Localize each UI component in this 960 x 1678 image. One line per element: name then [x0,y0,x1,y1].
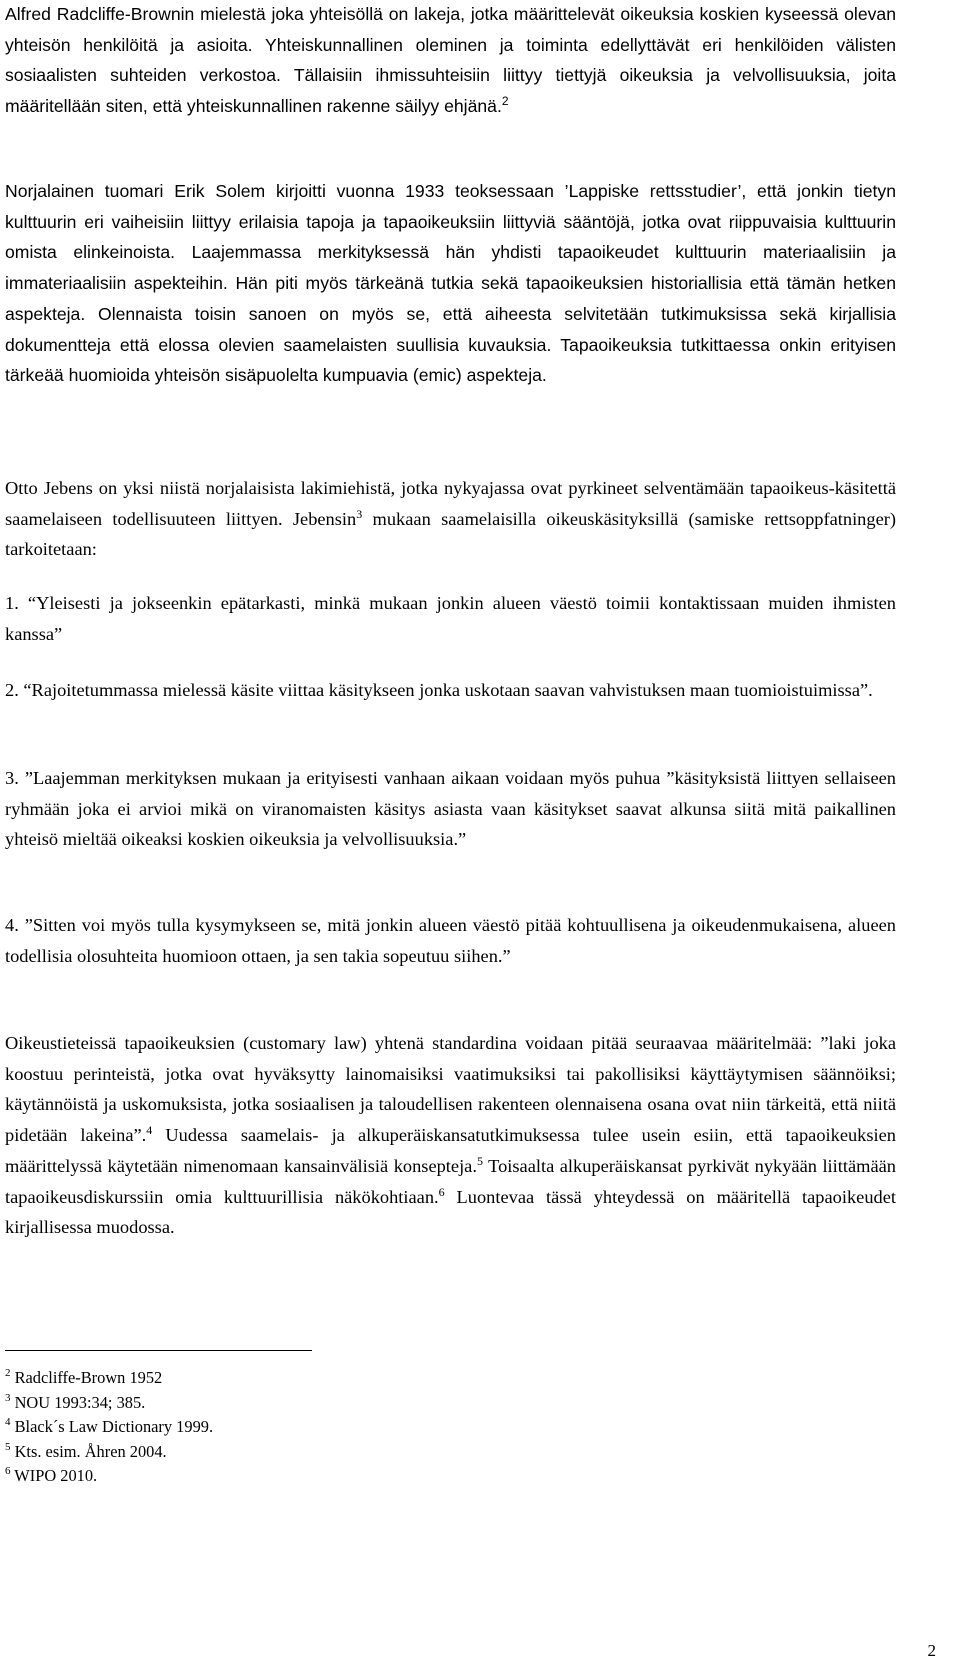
list-item-text: 1. “Yleisesti ja jokseenkin epätarkasti, minkä mukaan jonkin alueen väestö toimii kontaktissaan muiden ihmisten kanssa” [5,593,896,644]
list-item-4 [5,910,896,971]
footnote-text: Kts. esim. Åhren 2004. [10,1441,167,1461]
list-item-text: 3. ”Laajemman merkityksen mukaan ja erityisesti vanhaan aikaan voidaan myös puhua ”käsityksistä liittyen sellaiseen ryhmään joka ei arvioi mikä on viranomaisten käsitys asiasta vaan käsitykset saavat alkunsa siitä mitä paikallinen yhteisö mieltää oikeaksi koskien oikeuksia ja velvollisuuksia.” [5,768,896,850]
footnote-divider [5,1350,312,1351]
paragraph-jebens [5,473,896,565]
footnote [5,1391,505,1416]
footnote-ref: 5 [476,1153,483,1168]
footnote-mark: 3 [5,1391,11,1404]
list-item-text: 4. ”Sitten voi myös tulla kysymykseen se, mitä jonkin alueen väestö pitää kohtuullisena ja oikeudenmukaisena, alueen todellisia olosuhteita huomioon ottaen, ja sen takia sopeutuu siihen.” [5,915,896,966]
paragraph-text: Norjalainen tuomari Erik Solem kirjoitti vuonna 1933 teoksessaan ’Lappiske rettsstudier’, että jonkin tietyn kulttuurin eri vaiheisiin liittyy erilaisia tapoja ja tapaoikeuksiin liittyviä sääntöjä, jotka ovat riippuvaisia kulttuurin omista elinkeinoista. Laajemmassa merkityksessä hän yhdisti tapaoikeudet kulttuurin materiaalisiin ja immateriaalisiin aspekteihin. Hän piti myös tärkeänä tutkia sekä tapaoikeuksien historiallisia että tämän hetken aspekteja. Olennaista toisin sanoen on myös se, että aiheesta selvitetään tutkimuksissa sekä kirjallisia dokumentteja että elossa olevien saamelaisten suullisia kuvauksia. Tapaoikeuksia tutkittaessa onkin erityisen tärkeää huomioida yhteisön sisäpuolelta kumpuavia (emic) aspekteja. [5,181,896,386]
footnote [5,1366,505,1391]
paragraph-text: Alfred Radcliffe-Brownin mielestä joka yhteisöllä on lakeja, jotka määrittelevät oikeuksia koskien kyseessä olevan yhteisön henkilöitä ja asioita. Yhteiskunnallinen oleminen ja toiminta edellyttävät eri henkilöiden välisten sosiaalisten suhteiden verkostoa. Tällaisiin ihmissuhteisiin liittyy tiettyjä oikeuksia ja velvollisuuksia, joita määritellään siten, että yhteiskunnallinen rakenne säilyy ehjänä. [5,4,896,117]
footnote-text: WIPO 2010. [10,1466,98,1486]
paragraph-text: Oikeustieteissä tapaoikeuksien (customary law) yhtenä standardina voidaan pitää seuraavaa määritelmää: ”laki joka koostuu perinteistä, jotka ovat hyväksytty lainomaisiksi vaatimuksiksi tai pakollisiksi käyttäytymisen säännöiksi; käytännöistä ja uskomuksista, jotka sosiaalisen ja taloudellisen rakenteen olennaisena osana ovat niin tärkeitä, että niitä pidetään lakeina”. [5,1033,896,1146]
paragraph-text: mukaan saamelaisilla oikeuskäsityksillä (samiske rettsoppfatninger) tarkoitetaan: [5,508,896,560]
footnote-ref: 4 [146,1123,153,1138]
footnote-text: NOU 1993:34; 385. [10,1392,146,1412]
list-item-text: 2. “Rajoitetummassa mielessä käsite viittaa käsitykseen jonka uskotaan saavan vahvistuksen maan tuomioistuimissa”. [5,680,873,700]
footnote-text: Black´s Law Dictionary 1999. [10,1417,214,1437]
paragraph-solem [5,176,896,391]
footnote-ref: 6 [438,1184,445,1199]
footnote-ref: 3 [356,506,363,521]
paragraph-customary-law [5,1028,896,1243]
paragraph-radcliffe-brown [5,0,896,122]
paragraph-text: Uudessa saamelais- ja alkuperäiskansatutkimuksessa tulee usein esiin, että tapaoikeuksien määrittelyssä käytetään nimenomaan kansainvälisiä konsepteja. [5,1125,896,1176]
paragraph-text: Toisaalta alkuperäiskansat pyrkivät nykyään liittämään tapaoikeusdiskurssiin omia kulttuurillisia näkökohtiaan. [5,1155,896,1207]
footnote [5,1415,505,1440]
footnote-mark: 6 [5,1465,11,1478]
footnote [5,1464,505,1489]
list-item-2 [5,675,896,706]
footnote [5,1440,505,1465]
footnote-text: Radcliffe-Brown 1952 [10,1368,163,1387]
paragraph-text: Otto Jebens on yksi niistä norjalaisista lakimiehistä, jotka nykyajassa ovat pyrkineet selventämään tapaoikeus-käsitettä saamelaiseen todellisuuteen liittyen. Jebensin [5,478,896,529]
footnote-mark: 5 [5,1440,11,1453]
paragraph-text: Luontevaa tässä yhteydessä on määritellä tapaoikeudet kirjallisessa muodossa. [5,1186,896,1238]
footnote-mark: 2 [5,1367,11,1379]
list-item-1 [5,588,896,649]
list-item-3 [5,763,896,855]
footnote-mark: 4 [5,1416,11,1429]
footnote-ref: 2 [501,94,509,109]
footnotes [5,1366,505,1489]
page-number: 2 [927,1641,936,1660]
